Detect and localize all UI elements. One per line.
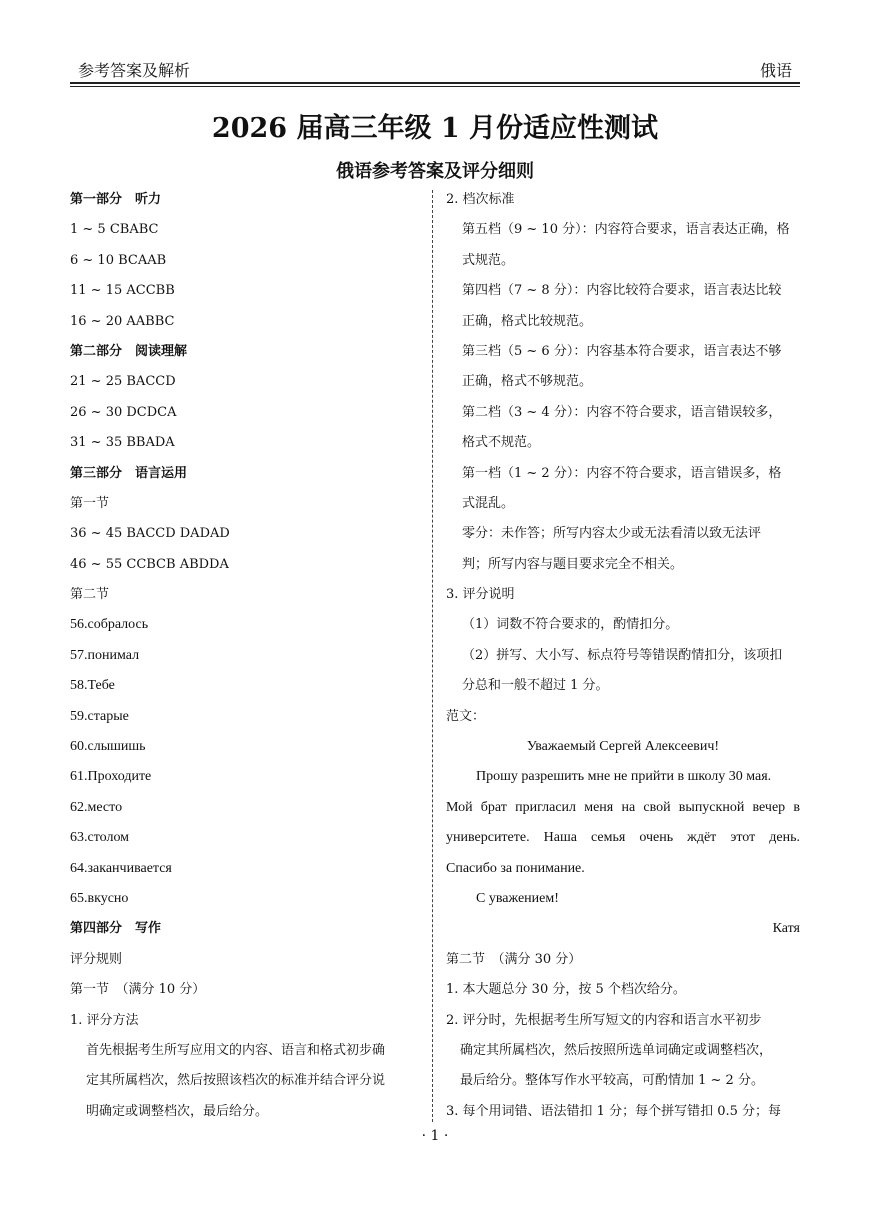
left-column-line: 第一部分 听力 [70,192,162,207]
left-column-line: 第一节 （满分 10 分） [70,982,206,998]
left-column-line: 第四部分 写作 [70,921,162,937]
page-number: · 1 · [421,1128,449,1144]
left-column-line: 59.старые [70,708,129,724]
column-divider [432,190,433,1122]
left-column-line: 64.заканчивается [70,860,172,876]
left-column-line: 60.слышишь [70,739,146,755]
left-column-line: 58.Тебе [70,678,115,694]
left-column-line: 62.место [70,799,123,815]
right-column-line: （2）拼写、大小写、标点符号等错误酌情扣分，该项扣 [462,647,783,663]
left-column-line: 第三部分 语言运用 [70,465,188,481]
running-header-right: 俄语 [759,61,792,80]
right-column-line: Прошу разрешить мне не прийти в школу 30 мая. [476,769,772,785]
right-column-line: Катя [772,921,800,937]
running-header-left: 参考答案及解析 [78,61,191,80]
right-column-line: Уважаемый Сергей Алексеевич! [526,739,720,755]
left-column-line: 31 ~ 35 BBADA [70,435,175,451]
right-column-line: 式混乱。 [462,495,515,511]
left-column-line: 定其所属档次，然后按照该档次的标准并结合评分说 [86,1073,386,1089]
right-column-line: 2. 档次标准 [446,192,515,207]
right-column-line: Спасибо за понимание. [446,860,585,876]
right-column-line: 判；所写内容与题目要求完全不相关。 [462,556,684,572]
right-column-line: 范文： [446,708,486,724]
right-column-line: С уважением! [476,890,559,906]
left-column-line: 第二部分 阅读理解 [70,343,188,359]
right-column-line: 正确，格式不够规范。 [462,374,593,390]
right-column [446,185,800,1127]
right-column-line: 第二档（3 ~ 4 分）：内容不符合要求，语言错误较多， [462,404,782,420]
left-column-line: 1 ~ 5 CBABC [70,222,159,238]
left-column-line: 63.столом [70,830,130,846]
right-column-line: 第五档（9 ~ 10 分）：内容符合要求，语言表达正确，格 [462,222,790,238]
left-column-line: 16 ~ 20 AABBC [70,313,175,329]
header-rule-thin [70,86,800,87]
left-column-line: 56.собралось [70,617,149,633]
left-column-line: 第二节 [70,587,110,603]
left-column-line: 46 ~ 55 CCBCB ABDDA [70,556,229,572]
right-column-line: Мой брат пригласил меня на свой выпускной вечер в [446,799,800,815]
left-column-line: 57.понимал [70,647,140,663]
left-column-line: 首先根据考生所写应用文的内容、语言和格式初步确 [86,1042,386,1058]
right-column-line: 3. 每个用词错、语法错扣 1 分；每个拼写错扣 0.5 分；每 [446,1103,782,1119]
right-column-line: 最后给分。整体写作水平较高，可酌情加 1 ~ 2 分。 [460,1073,764,1089]
right-column-line: 第三档（5 ~ 6 分）：内容基本符合要求，语言表达不够 [462,343,782,359]
right-column-line: （1）词数不符合要求的，酌情扣分。 [462,617,679,633]
left-column-line: 36 ~ 45 BACCD DADAD [70,526,230,542]
left-column-line: 65.вкусно [70,890,129,906]
page-subtitle: 俄语参考答案及评分细则 [336,161,534,182]
right-column-line: 分总和一般不超过 1 分。 [462,678,609,694]
right-column-line: 第二节 （满分 30 分） [446,951,582,967]
left-column-line: 第一节 [70,495,110,511]
left-column-line: 21 ~ 25 BACCD [70,374,176,390]
right-column-line: 确定其所属档次，然后按照所选单词确定或调整档次， [460,1042,773,1058]
left-column-line: 1. 评分方法 [70,1012,139,1028]
right-column-line: 零分：未作答；所写内容太少或无法看清以致无法评 [462,526,762,542]
right-column-line: 第四档（7 ~ 8 分）：内容比较符合要求，语言表达比较 [462,283,782,299]
header-rule-thick [70,82,800,84]
page-title: 2026 届高三年级 1 月份适应性测试 [211,113,659,144]
left-column-line: 评分规则 [70,951,123,967]
left-column-line: 11 ~ 15 ACCBB [70,283,175,299]
right-column-line: 格式不规范。 [462,435,541,451]
right-column-line: 正确，格式比较规范。 [462,313,593,329]
left-column [70,185,420,1127]
left-column-line: 26 ~ 30 DCDCA [70,404,177,420]
right-column-line: 第一档（1 ~ 2 分）：内容不符合要求，语言错误多，格 [462,465,782,481]
left-column-line: 明确定或调整档次，最后给分。 [86,1103,269,1119]
left-column-line: 61.Проходите [70,769,152,785]
right-column-line: университете. Наша семья очень ждёт этот день. [446,830,800,846]
right-column-line: 3. 评分说明 [446,587,515,603]
right-column-line: 1. 本大题总分 30 分，按 5 个档次给分。 [446,982,686,998]
right-column-line: 2. 评分时，先根据考生所写短文的内容和语言水平初步 [446,1012,762,1028]
right-column-line: 式规范。 [462,252,515,268]
left-column-line: 6 ~ 10 BCAAB [70,252,167,268]
